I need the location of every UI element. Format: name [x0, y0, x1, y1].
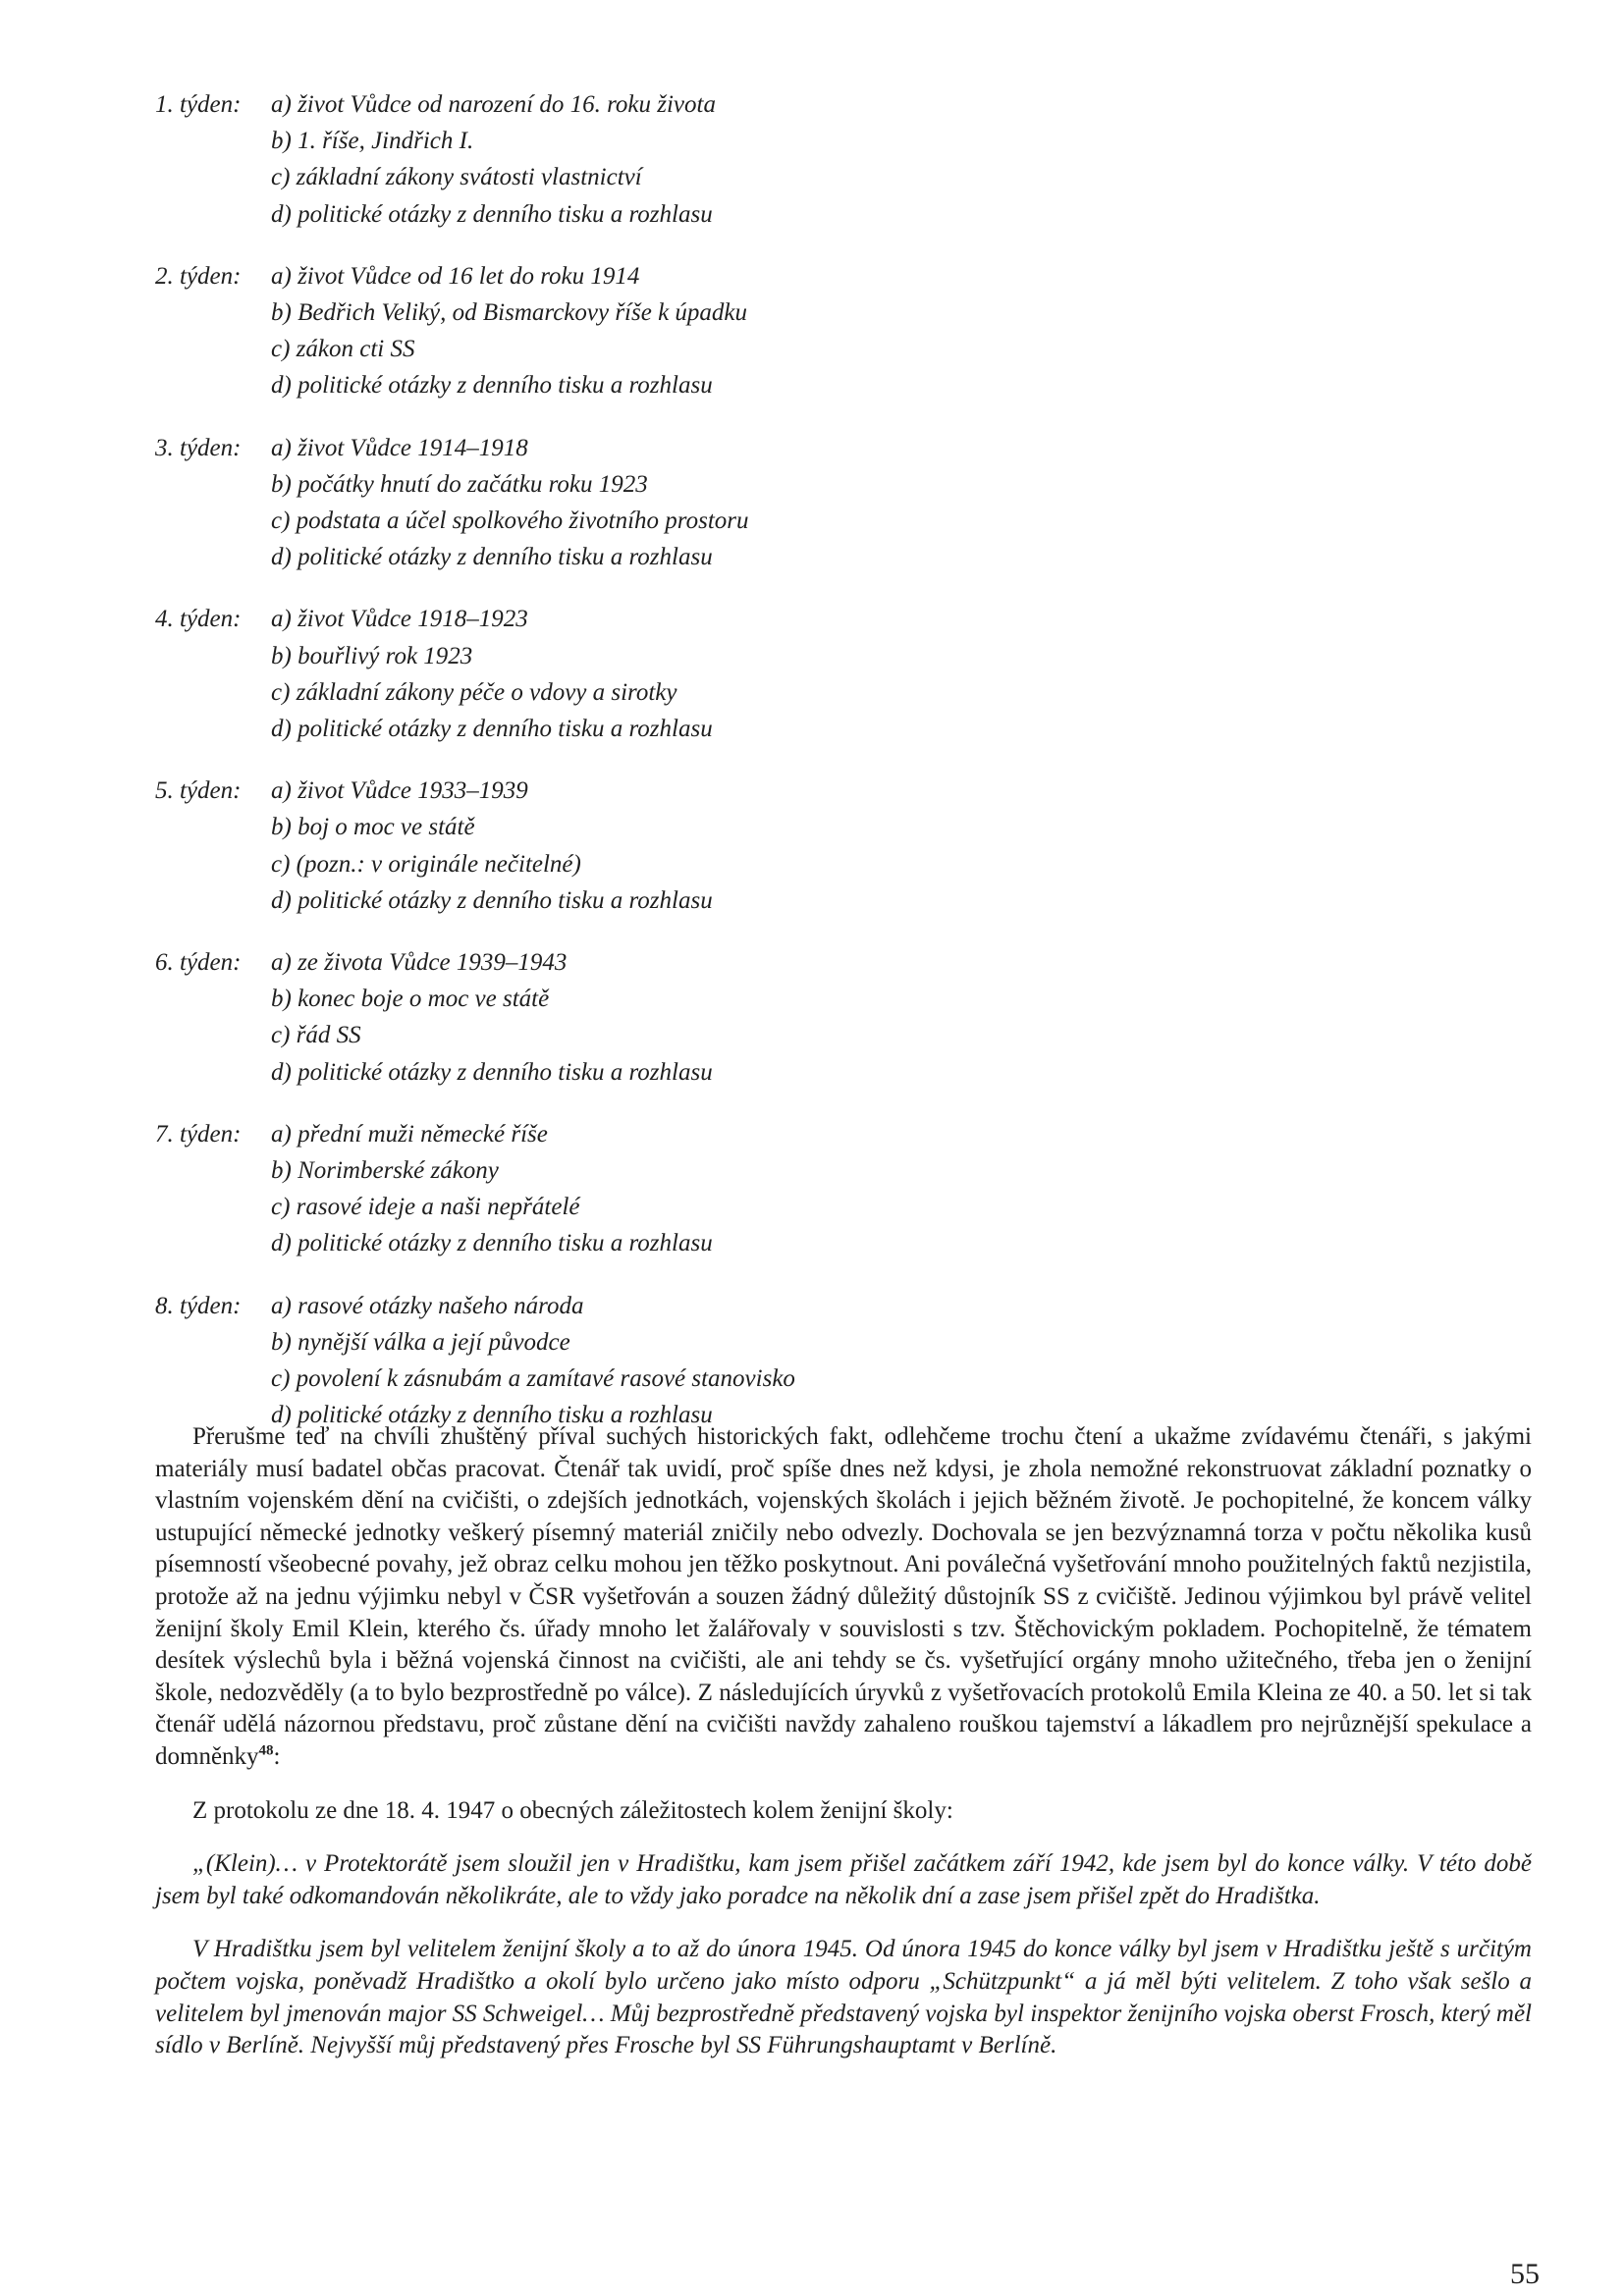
- protocol-intro: Z protokolu ze dne 18. 4. 1947 o obecných záležitostech kolem ženijní školy:: [192, 1796, 953, 1824]
- week-label: 7. týden:: [155, 1120, 242, 1148]
- topic-item: b) počátky hnutí do začátku roku 1923: [271, 470, 648, 498]
- topic-item: b) Norimberské zákony: [271, 1157, 499, 1185]
- week-label: 3. týden:: [155, 434, 242, 461]
- topic-item: a) život Vůdce 1918–1923: [271, 606, 528, 633]
- footnote-reference: 48: [258, 1742, 274, 1759]
- topic-item: d) politické otázky z denního tisku a rozhlasu: [271, 1402, 713, 1429]
- body-text: [155, 1421, 1532, 2062]
- topic-item: c) rasové ideje a naši nepřátelé: [271, 1194, 580, 1221]
- topic-item: a) život Vůdce 1933–1939: [271, 777, 528, 805]
- body-paragraph: [155, 1421, 1532, 1774]
- topic-item: c) povolení k zásnubám a zamítavé rasové stanovisko: [271, 1365, 795, 1393]
- week-label: 2. týden:: [155, 262, 242, 290]
- topic-item: b) 1. říše, Jindřich I.: [271, 128, 474, 155]
- topic-item: b) boj o moc ve státě: [271, 814, 475, 841]
- topic-item: d) politické otázky z denního tisku a rozhlasu: [271, 1230, 713, 1257]
- paragraph-end: :: [273, 1742, 281, 1770]
- quote-paragraph: „(Klein)… v Protektorátě jsem sloužil jen v Hradištku, kam jsem přišel začátkem září 1942, kde jsem byl do konce války. V této době jsem byl také odkomandován několikráte, ale to vždy jako poradce na několik dní a zase jsem přišel zpět do Hradištka.: [155, 1850, 1532, 1909]
- topic-item: c) základní zákony péče o vdovy a sirotky: [271, 678, 677, 706]
- quote-paragraph: V Hradištku jsem byl velitelem ženijní školy a to až do února 1945. Od února 1945 do konce války byl jsem v Hradištku ještě s určitým počtem vojska, poněvadž Hradištko a okolí bylo určeno jako místo odporu „Schützpunkt“ a já měl býti velitelem. Z toho však sešlo a velitelem byl jmenován major SS Schweigel… Můj bezprostředně představený vojska byl inspektor ženijního vojska oberst Frosch, který měl sídlo v Berlíně. Nejvyšší můj představený přes Frosche byl SS Führungshauptamt v Berlíně.: [155, 1936, 1532, 2059]
- topic-item: a) život Vůdce od 16 let do roku 1914: [271, 262, 640, 290]
- week-label: 5. týden:: [155, 777, 242, 805]
- paragraph-text: Přerušme teď na chvíli zhuštěný příval suchých historických fakt, odlehčeme trochu čtení a ukažme zvídavému čtenáři, s jakými materiály musí badatel občas pracovat. Čtenář tak uvidí, proč spíše dnes než kdysi, je zhola nemožné rekonstruovat základní poznatky o vlastním vojenském dění na cvičišti, o zdejších jednotkách, vojenských školách i jejich běžném životě. Je pochopitelné, že koncem války ustupující německé jednotky veškerý písemný materiál zničily nebo odvezly. Dochovala se jen bezvýznamná torza v počtu několika kusů písemností všeobecné povahy, jež obraz celku mohou jen těžko poskytnout. Ani poválečná vyšetřování mnoho použitelných faktů nezjistila, protože až na jednu výjimku nebyl v ČSR vyšetřován a souzen žádný důležitý důstojník SS z cvičiště. Jedinou výjimkou byl právě velitel ženijní školy Emil Klein, kterého čs. úřady mnoho let žalářovaly v souvislosti s tzv. Štěchovickým pokladem. Pochopitelně, že tématem desítek výslechů byla i běžná vojenská činnost na cvičišti, ale ani tehdy se čs. vyšetřující orgány mnoho užitečného, třeba jen o ženijní škole, nedozvěděly (a to bylo bezprostředně po válce). Z následujících úryvků z vyšetřovacích protokolů Emila Kleina ze 40. a 50. let si tak čtenář udělá názornou představu, proč zůstane dění na cvičišti navždy zahaleno rouškou tajemství a lákadlem pro nejrůznější spekulace a domněnky: [155, 1423, 1532, 1770]
- page-number: 55: [1510, 2258, 1540, 2290]
- week-label: 1. týden:: [155, 91, 242, 118]
- topic-item: c) zákon cti SS: [271, 336, 415, 363]
- week-label: 8. týden:: [155, 1292, 242, 1319]
- week-block: [155, 601, 1137, 747]
- week-block: [155, 430, 1137, 576]
- week-block: [155, 944, 1137, 1091]
- week-block: [155, 1116, 1137, 1262]
- week-topics: [271, 1288, 1137, 1434]
- week-label: 6. týden:: [155, 949, 242, 977]
- topic-item: a) rasové otázky našeho národa: [271, 1292, 584, 1319]
- topic-item: b) nynější válka a její původce: [271, 1328, 570, 1356]
- topic-item: c) základní zákony svátosti vlastnictví: [271, 164, 642, 191]
- topic-item: b) Bedřich Veliký, od Bismarckovy říše k úpadku: [271, 299, 748, 327]
- week-topics: [271, 1116, 1137, 1262]
- topic-item: a) život Vůdce 1914–1918: [271, 434, 528, 461]
- week-block: [155, 258, 1137, 404]
- topic-item: a) přední muži německé říše: [271, 1120, 548, 1148]
- week-label: 4. týden:: [155, 606, 242, 633]
- topic-item: c) řád SS: [271, 1022, 361, 1049]
- topic-item: d) politické otázky z denního tisku a rozhlasu: [271, 1058, 713, 1086]
- topic-item: d) politické otázky z denního tisku a rozhlasu: [271, 200, 713, 228]
- topic-item: d) politické otázky z denního tisku a rozhlasu: [271, 716, 713, 743]
- topic-item: c) (pozn.: v originále nečitelné): [271, 850, 581, 878]
- week-topics: [271, 944, 1137, 1091]
- week-topics: [271, 430, 1137, 576]
- week-topics: [271, 258, 1137, 404]
- topic-item: c) podstata a účel spolkového životního prostoru: [271, 507, 749, 535]
- week-topics: [271, 773, 1137, 919]
- week-block: [155, 773, 1137, 919]
- week-block: [155, 1288, 1137, 1434]
- topic-item: d) politické otázky z denního tisku a rozhlasu: [271, 372, 713, 400]
- topic-item: b) bouřlivý rok 1923: [271, 642, 473, 669]
- topic-item: a) život Vůdce od narození do 16. roku života: [271, 91, 716, 118]
- training-schedule: [155, 86, 1137, 1460]
- topic-item: d) politické otázky z denního tisku a rozhlasu: [271, 886, 713, 914]
- topic-item: b) konec boje o moc ve státě: [271, 986, 550, 1013]
- week-topics: [271, 601, 1137, 747]
- topic-item: d) politické otázky z denního tisku a rozhlasu: [271, 544, 713, 571]
- week-block: [155, 86, 1137, 233]
- week-topics: [271, 86, 1137, 233]
- topic-item: a) ze života Vůdce 1939–1943: [271, 949, 568, 977]
